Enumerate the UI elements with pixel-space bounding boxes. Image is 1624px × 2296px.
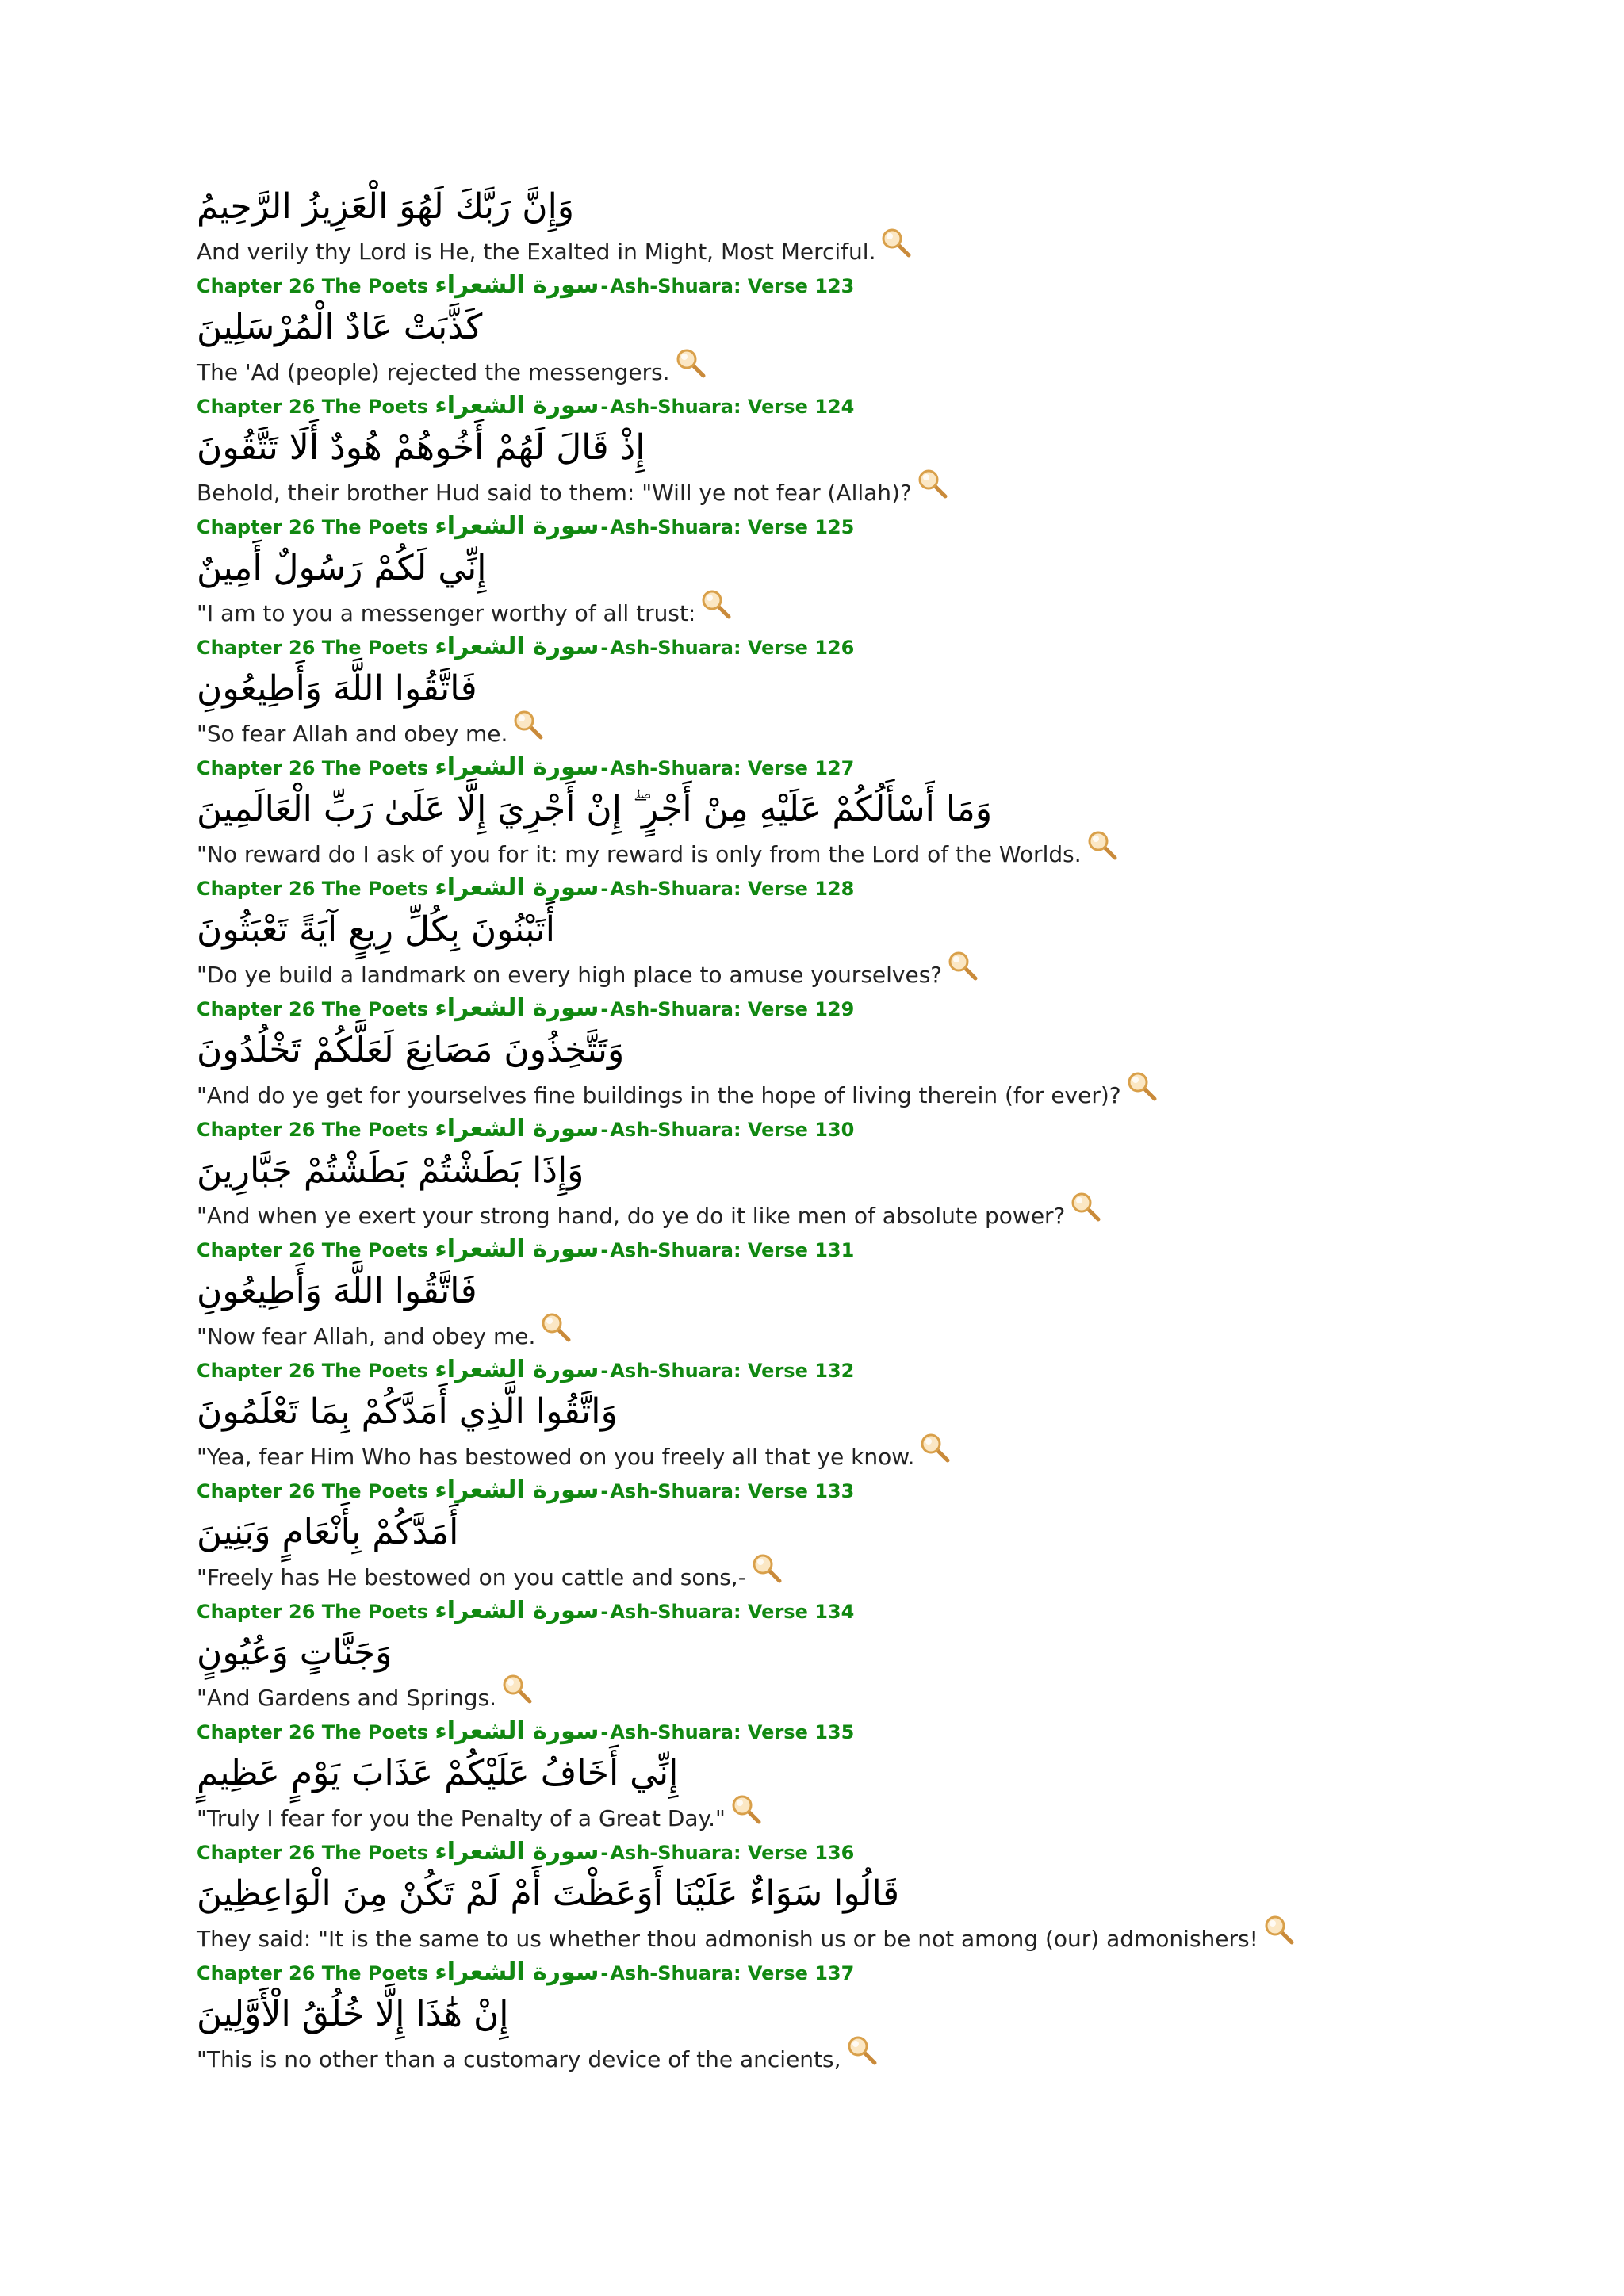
arabic-row — [197, 905, 1592, 958]
verse-block — [197, 1146, 1592, 1267]
chapter-number: 26 — [289, 1480, 316, 1502]
verse-number: 126 — [814, 637, 855, 659]
ref-dash: - — [600, 637, 609, 659]
magnifier-icon[interactable] — [880, 227, 912, 258]
ref-dash: - — [600, 275, 609, 297]
magnifier-icon[interactable] — [700, 588, 732, 620]
ref-dash: - — [600, 998, 609, 1020]
chapter-name: The Poets — [321, 1721, 428, 1743]
verse-reference[interactable] — [197, 390, 1592, 422]
magnifier-icon[interactable] — [1263, 1914, 1295, 1946]
verse-block — [197, 1749, 1592, 1869]
chapter-label: Chapter — [197, 1119, 282, 1141]
verse-label: Verse — [747, 637, 808, 659]
verse-number: 133 — [814, 1480, 855, 1502]
surah-latin-name: Ash-Shuara: — [610, 1239, 741, 1261]
translation-row — [197, 1560, 1592, 1595]
verse-block — [197, 423, 1592, 544]
verse-label: Verse — [747, 1480, 808, 1502]
magnifier-icon[interactable] — [947, 950, 979, 982]
chapter-label: Chapter — [197, 878, 282, 900]
verse-reference[interactable] — [197, 1957, 1592, 1988]
surah-arabic-name: سورة الشعراء — [435, 1597, 599, 1624]
arabic-verse-text: قَالُوا سَوَاءٌ عَلَيْنَا أَوَعَظْتَ أَمْ لَمْ تَكُنْ مِنَ الْوَاعِظِينَ — [197, 1873, 899, 1914]
verse-reference[interactable] — [197, 1234, 1592, 1265]
chapter-label: Chapter — [197, 396, 282, 418]
translation-text: "No reward do I ask of you for it: my reward is only from the Lord of the Worlds. — [197, 841, 1082, 867]
verse-block — [197, 1387, 1592, 1508]
verse-block — [197, 1508, 1592, 1628]
chapter-number: 26 — [289, 637, 316, 659]
magnifier-icon[interactable] — [1126, 1070, 1158, 1102]
translation-text: "Now fear Allah, and obey me. — [197, 1323, 536, 1349]
verse-block — [197, 1990, 1592, 2110]
arabic-row — [197, 1508, 1592, 1560]
surah-arabic-name: سورة الشعراء — [435, 1476, 599, 1504]
translation-row — [197, 596, 1592, 631]
arabic-verse-text: فَاتَّقُوا اللَّهَ وَأَطِيعُونِ — [197, 668, 477, 709]
verse-reference[interactable] — [197, 872, 1592, 904]
arabic-verse-text: وَتَتَّخِذُونَ مَصَانِعَ لَعَلَّكُمْ تَخْلُدُونَ — [197, 1030, 625, 1070]
magnifier-icon[interactable] — [501, 1673, 533, 1705]
translation-text: "So fear Allah and obey me. — [197, 721, 508, 747]
surah-latin-name: Ash-Shuara: — [610, 516, 741, 538]
arabic-verse-text: وَجَنَّاتٍ وَعُيُونٍ — [197, 1632, 393, 1673]
verse-reference[interactable] — [197, 1354, 1592, 1386]
chapter-label: Chapter — [197, 1721, 282, 1743]
chapter-label: Chapter — [197, 1239, 282, 1261]
chapter-number: 26 — [289, 1962, 316, 1984]
chapter-name: The Poets — [321, 637, 428, 659]
translation-text: And verily thy Lord is He, the Exalted in Might, Most Merciful. — [197, 239, 876, 265]
surah-latin-name: Ash-Shuara: — [610, 878, 741, 900]
translation-row — [197, 1801, 1592, 1836]
ref-dash: - — [600, 1601, 609, 1623]
verse-label: Verse — [747, 1601, 808, 1623]
chapter-label: Chapter — [197, 275, 282, 297]
chapter-number: 26 — [289, 1360, 316, 1382]
arabic-row — [197, 1146, 1592, 1199]
surah-latin-name: Ash-Shuara: — [610, 1721, 741, 1743]
verse-reference[interactable] — [197, 631, 1592, 663]
verse-block — [197, 905, 1592, 1026]
surah-arabic-name: سورة الشعراء — [435, 1356, 599, 1383]
verse-label: Verse — [747, 1962, 808, 1984]
arabic-row — [197, 1267, 1592, 1319]
surah-arabic-name: سورة الشعراء — [435, 1115, 599, 1142]
arabic-verse-text: إِنِّي لَكُمْ رَسُولٌ أَمِينٌ — [197, 548, 487, 588]
verse-number: 127 — [814, 757, 855, 779]
chapter-number: 26 — [289, 1601, 316, 1623]
surah-arabic-name: سورة الشعراء — [435, 1958, 599, 1986]
translation-text: "This is no other than a customary device of the ancients, — [197, 2046, 841, 2072]
surah-latin-name: Ash-Shuara: — [610, 1119, 741, 1141]
verse-reference[interactable] — [197, 752, 1592, 783]
surah-latin-name: Ash-Shuara: — [610, 1601, 741, 1623]
verse-number: 125 — [814, 516, 855, 538]
translation-row — [197, 476, 1592, 511]
verse-number: 136 — [814, 1842, 855, 1864]
magnifier-icon[interactable] — [751, 1552, 783, 1584]
verse-reference[interactable] — [197, 1475, 1592, 1506]
verse-block — [197, 303, 1592, 423]
verse-number: 128 — [814, 878, 855, 900]
ref-dash: - — [600, 1842, 609, 1864]
verse-reference[interactable] — [197, 1716, 1592, 1747]
translation-row — [197, 1440, 1592, 1475]
chapter-name: The Poets — [321, 396, 428, 418]
surah-latin-name: Ash-Shuara: — [610, 1842, 741, 1864]
surah-arabic-name: سورة الشعراء — [435, 994, 599, 1022]
chapter-number: 26 — [289, 396, 316, 418]
arabic-row — [197, 544, 1592, 596]
magnifier-icon[interactable] — [919, 1432, 951, 1464]
verse-number: 132 — [814, 1360, 855, 1382]
surah-arabic-name: سورة الشعراء — [435, 633, 599, 660]
arabic-verse-text: وَاتَّقُوا الَّذِي أَمَدَّكُمْ بِمَا تَعْلَمُونَ — [197, 1391, 618, 1432]
translation-row — [197, 1319, 1592, 1354]
chapter-number: 26 — [289, 998, 316, 1020]
translation-text: "Yea, fear Him Who has bestowed on you freely all that ye know. — [197, 1444, 915, 1470]
surah-arabic-name: سورة الشعراء — [435, 1838, 599, 1866]
ref-dash: - — [600, 757, 609, 779]
translation-row — [197, 1078, 1592, 1113]
chapter-label: Chapter — [197, 1842, 282, 1864]
verse-label: Verse — [747, 757, 808, 779]
surah-latin-name: Ash-Shuara: — [610, 1480, 741, 1502]
verse-number: 134 — [814, 1601, 855, 1623]
surah-arabic-name: سورة الشعراء — [435, 753, 599, 781]
verse-number: 137 — [814, 1962, 855, 1984]
verse-number: 129 — [814, 998, 855, 1020]
arabic-row — [197, 423, 1592, 476]
translation-text: "And when ye exert your strong hand, do ye do it like men of absolute power? — [197, 1203, 1066, 1229]
verse-label: Verse — [747, 396, 808, 418]
arabic-row — [197, 1026, 1592, 1078]
verse-label: Verse — [747, 275, 808, 297]
translation-row — [197, 1922, 1592, 1957]
chapter-number: 26 — [289, 1721, 316, 1743]
surah-latin-name: Ash-Shuara: — [610, 1360, 741, 1382]
chapter-number: 26 — [289, 878, 316, 900]
chapter-label: Chapter — [197, 757, 282, 779]
chapter-label: Chapter — [197, 516, 282, 538]
verse-label: Verse — [747, 516, 808, 538]
translation-text: "And do ye get for yourselves fine buildings in the hope of living therein (for ever)? — [197, 1082, 1121, 1108]
arabic-verse-text: وَإِنَّ رَبَّكَ لَهُوَ الْعَزِيزُ الرَّحِيمُ — [197, 186, 575, 227]
translation-text: "Do ye build a landmark on every high place to amuse yourselves? — [197, 962, 943, 988]
translation-text: The 'Ad (people) rejected the messengers. — [197, 359, 670, 385]
chapter-number: 26 — [289, 757, 316, 779]
translation-text: Behold, their brother Hud said to them: "Will ye not fear (Allah)? — [197, 480, 912, 506]
arabic-row — [197, 1387, 1592, 1440]
verse-number: 135 — [814, 1721, 855, 1743]
chapter-name: The Poets — [321, 1842, 428, 1864]
verse-block — [197, 1628, 1592, 1749]
surah-latin-name: Ash-Shuara: — [610, 396, 741, 418]
arabic-verse-text: فَاتَّقُوا اللَّهَ وَأَطِيعُونِ — [197, 1271, 477, 1311]
magnifier-icon[interactable] — [540, 1311, 572, 1343]
chapter-label: Chapter — [197, 1601, 282, 1623]
ref-dash: - — [600, 1360, 609, 1382]
translation-row — [197, 235, 1592, 270]
chapter-name: The Poets — [321, 1119, 428, 1141]
surah-arabic-name: سورة الشعراء — [435, 271, 599, 299]
arabic-row — [197, 664, 1592, 717]
verse-reference[interactable] — [197, 1595, 1592, 1627]
magnifier-icon[interactable] — [846, 2034, 878, 2066]
chapter-number: 26 — [289, 1842, 316, 1864]
verse-block — [197, 1267, 1592, 1387]
chapter-name: The Poets — [321, 1360, 428, 1382]
magnifier-icon[interactable] — [675, 347, 707, 379]
translation-row — [197, 2042, 1592, 2077]
translation-row — [197, 355, 1592, 390]
verse-reference[interactable] — [197, 270, 1592, 301]
chapter-name: The Poets — [321, 1480, 428, 1502]
verse-block — [197, 544, 1592, 664]
arabic-row — [197, 1990, 1592, 2042]
translation-row — [197, 958, 1592, 993]
arabic-verse-text: وَإِذَا بَطَشْتُمْ بَطَشْتُمْ جَبَّارِينَ — [197, 1150, 584, 1191]
verse-label: Verse — [747, 1360, 808, 1382]
chapter-name: The Poets — [321, 516, 428, 538]
verse-number: 130 — [814, 1119, 855, 1141]
surah-arabic-name: سورة الشعراء — [435, 1717, 599, 1745]
magnifier-icon[interactable] — [730, 1793, 762, 1825]
surah-latin-name: Ash-Shuara: — [610, 1962, 741, 1984]
arabic-row — [197, 1869, 1592, 1922]
verse-label: Verse — [747, 1721, 808, 1743]
ref-dash: - — [600, 396, 609, 418]
translation-text: "Freely has He bestowed on you cattle and sons,- — [197, 1564, 746, 1590]
verse-reference[interactable] — [197, 511, 1592, 542]
chapter-label: Chapter — [197, 637, 282, 659]
verse-reference[interactable] — [197, 993, 1592, 1024]
magnifier-icon[interactable] — [1070, 1191, 1101, 1223]
surah-latin-name: Ash-Shuara: — [610, 998, 741, 1020]
verse-reference[interactable] — [197, 1113, 1592, 1145]
chapter-name: The Poets — [321, 998, 428, 1020]
verse-number: 131 — [814, 1239, 855, 1261]
arabic-verse-text: أَتَبْنُونَ بِكُلِّ رِيعٍ آيَةً تَعْبَثُونَ — [197, 909, 555, 950]
ref-dash: - — [600, 1721, 609, 1743]
verse-block — [197, 182, 1592, 303]
verse-page — [197, 182, 1592, 2110]
surah-latin-name: Ash-Shuara: — [610, 275, 741, 297]
verse-label: Verse — [747, 878, 808, 900]
arabic-verse-text: إِذْ قَالَ لَهُمْ أَخُوهُمْ هُودٌ أَلَا تَتَّقُونَ — [197, 427, 645, 468]
verse-label: Verse — [747, 1842, 808, 1864]
ref-dash: - — [600, 1119, 609, 1141]
ref-dash: - — [600, 878, 609, 900]
arabic-row — [197, 303, 1592, 355]
arabic-verse-text: كَذَّبَتْ عَادٌ الْمُرْسَلِينَ — [197, 307, 483, 347]
surah-latin-name: Ash-Shuara: — [610, 637, 741, 659]
verse-block — [197, 664, 1592, 785]
surah-arabic-name: سورة الشعراء — [435, 874, 599, 901]
chapter-name: The Poets — [321, 1962, 428, 1984]
chapter-label: Chapter — [197, 1962, 282, 1984]
chapter-name: The Poets — [321, 1601, 428, 1623]
arabic-verse-text: وَمَا أَسْأَلُكُمْ عَلَيْهِ مِنْ أَجْرٍ ۖ إِنْ أَجْرِيَ إِلَّا عَلَىٰ رَبِّ الْعَالَمِينَ — [197, 789, 993, 829]
arabic-row — [197, 785, 1592, 837]
verse-reference[interactable] — [197, 1836, 1592, 1868]
verse-label: Verse — [747, 1119, 808, 1141]
verse-number: 124 — [814, 396, 855, 418]
verse-number: 123 — [814, 275, 855, 297]
arabic-verse-text: إِنِّي أَخَافُ عَلَيْكُمْ عَذَابَ يَوْمٍ عَظِيمٍ — [197, 1753, 679, 1793]
translation-text: They said: "It is the same to us whether thou admonish us or be not among (our) admonishers! — [197, 1926, 1258, 1952]
chapter-label: Chapter — [197, 1360, 282, 1382]
chapter-number: 26 — [289, 275, 316, 297]
translation-text: "I am to you a messenger worthy of all trust: — [197, 600, 696, 626]
ref-dash: - — [600, 1239, 609, 1261]
chapter-label: Chapter — [197, 998, 282, 1020]
arabic-verse-text: إِنْ هَٰذَا إِلَّا خُلُقُ الْأَوَّلِينَ — [197, 1994, 509, 2034]
chapter-name: The Poets — [321, 878, 428, 900]
translation-row — [197, 1681, 1592, 1716]
chapter-name: The Poets — [321, 1239, 428, 1261]
chapter-number: 26 — [289, 1119, 316, 1141]
ref-dash: - — [600, 1480, 609, 1502]
chapter-number: 26 — [289, 1239, 316, 1261]
magnifier-icon[interactable] — [917, 468, 948, 499]
arabic-row — [197, 1628, 1592, 1681]
translation-text: "And Gardens and Springs. — [197, 1685, 496, 1711]
arabic-row — [197, 1749, 1592, 1801]
surah-arabic-name: سورة الشعراء — [435, 512, 599, 540]
translation-row — [197, 717, 1592, 752]
surah-latin-name: Ash-Shuara: — [610, 757, 741, 779]
surah-arabic-name: سورة الشعراء — [435, 392, 599, 419]
verse-block — [197, 1026, 1592, 1146]
arabic-verse-text: أَمَدَّكُمْ بِأَنْعَامٍ وَبَنِينَ — [197, 1512, 459, 1552]
chapter-name: The Poets — [321, 757, 428, 779]
magnifier-icon[interactable] — [512, 709, 544, 740]
verse-block — [197, 785, 1592, 905]
verse-label: Verse — [747, 1239, 808, 1261]
chapter-label: Chapter — [197, 1480, 282, 1502]
translation-text: "Truly I fear for you the Penalty of a Great Day." — [197, 1805, 726, 1831]
ref-dash: - — [600, 1962, 609, 1984]
surah-arabic-name: سورة الشعراء — [435, 1235, 599, 1263]
magnifier-icon[interactable] — [1086, 829, 1118, 861]
translation-row — [197, 837, 1592, 872]
ref-dash: - — [600, 516, 609, 538]
verse-label: Verse — [747, 998, 808, 1020]
chapter-number: 26 — [289, 516, 316, 538]
chapter-name: The Poets — [321, 275, 428, 297]
translation-row — [197, 1199, 1592, 1234]
verse-block — [197, 1869, 1592, 1990]
